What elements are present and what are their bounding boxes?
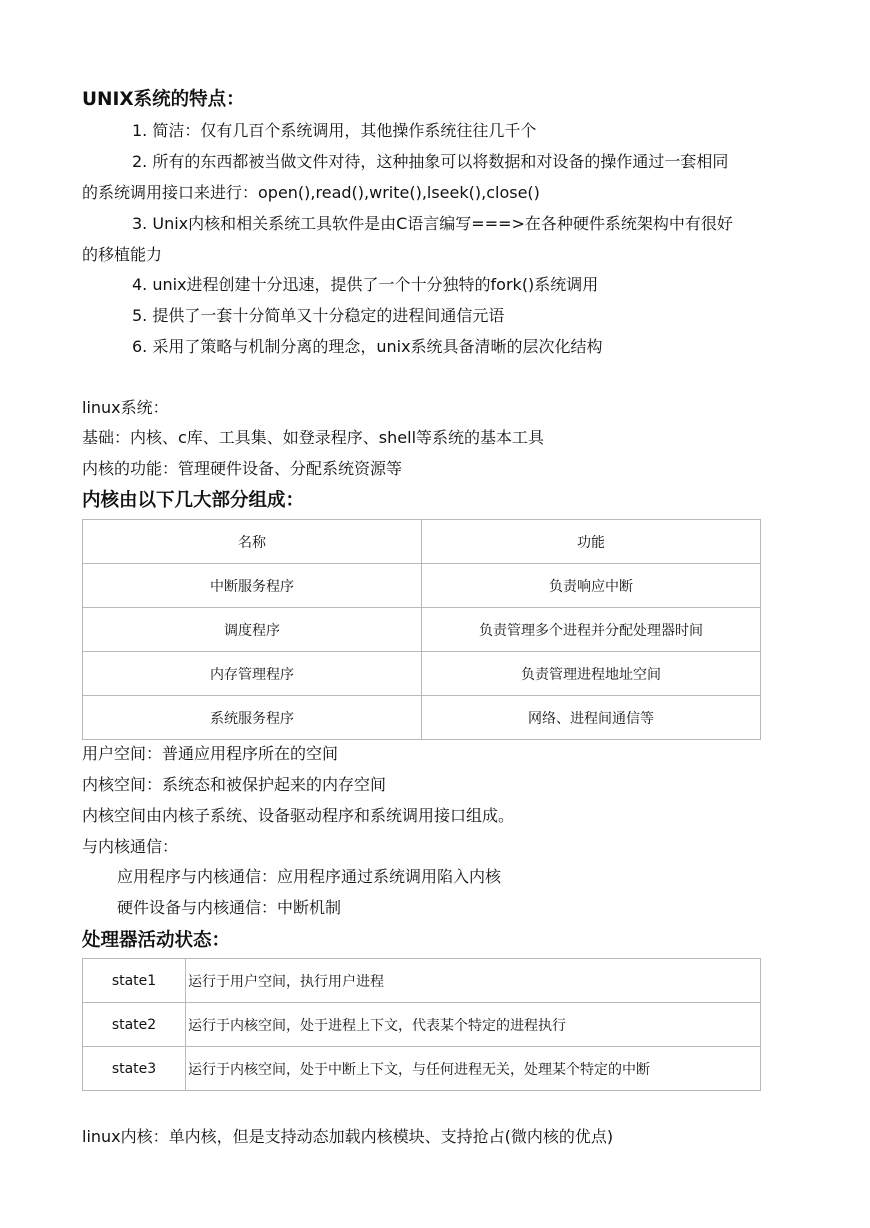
unix-item-4: 4. unix进程创建十分迅速，提供了一个十分独特的fork()系统调用 xyxy=(132,275,599,294)
states-table xyxy=(82,958,761,1091)
component-name: 内存管理程序 xyxy=(83,652,422,696)
table-row xyxy=(83,1047,761,1091)
table-row xyxy=(83,608,761,652)
linux-kernel-function: 内核的功能：管理硬件设备、分配系统资源等 xyxy=(82,459,403,478)
app-comm: 应用程序与内核通信：应用程序通过系统调用陷入内核 xyxy=(117,867,502,886)
component-name: 中断服务程序 xyxy=(83,564,422,608)
linux-basics: 基础：内核、c库、工具集、如登录程序、shell等系统的基本工具 xyxy=(82,428,545,447)
unix-item-6: 6. 采用了策略与机制分离的理念，unix系统具备清晰的层次化结构 xyxy=(132,337,603,356)
unix-item-3: 3. Unix内核和相关系统工具软件是由C语言编写===>在各种硬件系统架构中有很好 xyxy=(132,214,733,233)
component-function: 负责响应中断 xyxy=(422,564,761,608)
unix-item-5: 5. 提供了一套十分简单又十分稳定的进程间通信元语 xyxy=(132,306,505,325)
state-name: state2 xyxy=(83,1003,186,1047)
user-space: 用户空间：普通应用程序所在的空间 xyxy=(82,744,339,763)
state-description: 运行于用户空间，执行用户进程 xyxy=(186,959,761,1003)
footer-note: linux内核：单内核，但是支持动态加载内核模块、支持抢占(微内核的优点) xyxy=(82,1127,614,1146)
unix-heading: UNIX系统的特点： xyxy=(82,89,245,110)
table-row xyxy=(83,1003,761,1047)
unix-item-3-cont: 的移植能力 xyxy=(82,245,163,264)
component-name: 系统服务程序 xyxy=(83,696,422,740)
table-row xyxy=(83,652,761,696)
component-function: 负责管理多个进程并分配处理器时间 xyxy=(422,608,761,652)
unix-item-2-cont: 的系统调用接口来进行：open(),read(),write(),lseek(),close() xyxy=(82,183,540,202)
kernel-composition: 内核空间由内核子系统、设备驱动程序和系统调用接口组成。 xyxy=(82,806,515,825)
hw-comm: 硬件设备与内核通信：中断机制 xyxy=(117,898,342,917)
states-heading: 处理器活动状态： xyxy=(82,930,231,951)
state-name: state1 xyxy=(83,959,186,1003)
component-name: 调度程序 xyxy=(83,608,422,652)
header-function: 功能 xyxy=(422,520,761,564)
table-row xyxy=(83,696,761,740)
state-name: state3 xyxy=(83,1047,186,1091)
components-table xyxy=(82,519,761,740)
comm-title: 与内核通信： xyxy=(82,837,179,856)
component-function: 网络、进程间通信等 xyxy=(422,696,761,740)
kernel-space: 内核空间：系统态和被保护起来的内存空间 xyxy=(82,775,387,794)
state-description: 运行于内核空间，处于进程上下文，代表某个特定的进程执行 xyxy=(186,1003,761,1047)
table-row xyxy=(83,959,761,1003)
unix-item-1: 1. 简洁：仅有几百个系统调用，其他操作系统往往几千个 xyxy=(132,121,537,140)
linux-title: linux系统： xyxy=(82,398,169,417)
table-row xyxy=(83,564,761,608)
component-function: 负责管理进程地址空间 xyxy=(422,652,761,696)
state-description: 运行于内核空间，处于中断上下文，与任何进程无关，处理某个特定的中断 xyxy=(186,1047,761,1091)
unix-item-2: 2. 所有的东西都被当做文件对待，这种抽象可以将数据和对设备的操作通过一套相同 xyxy=(132,152,729,171)
header-name: 名称 xyxy=(83,520,422,564)
components-heading: 内核由以下几大部分组成： xyxy=(82,490,305,511)
table-header-row xyxy=(83,520,761,564)
